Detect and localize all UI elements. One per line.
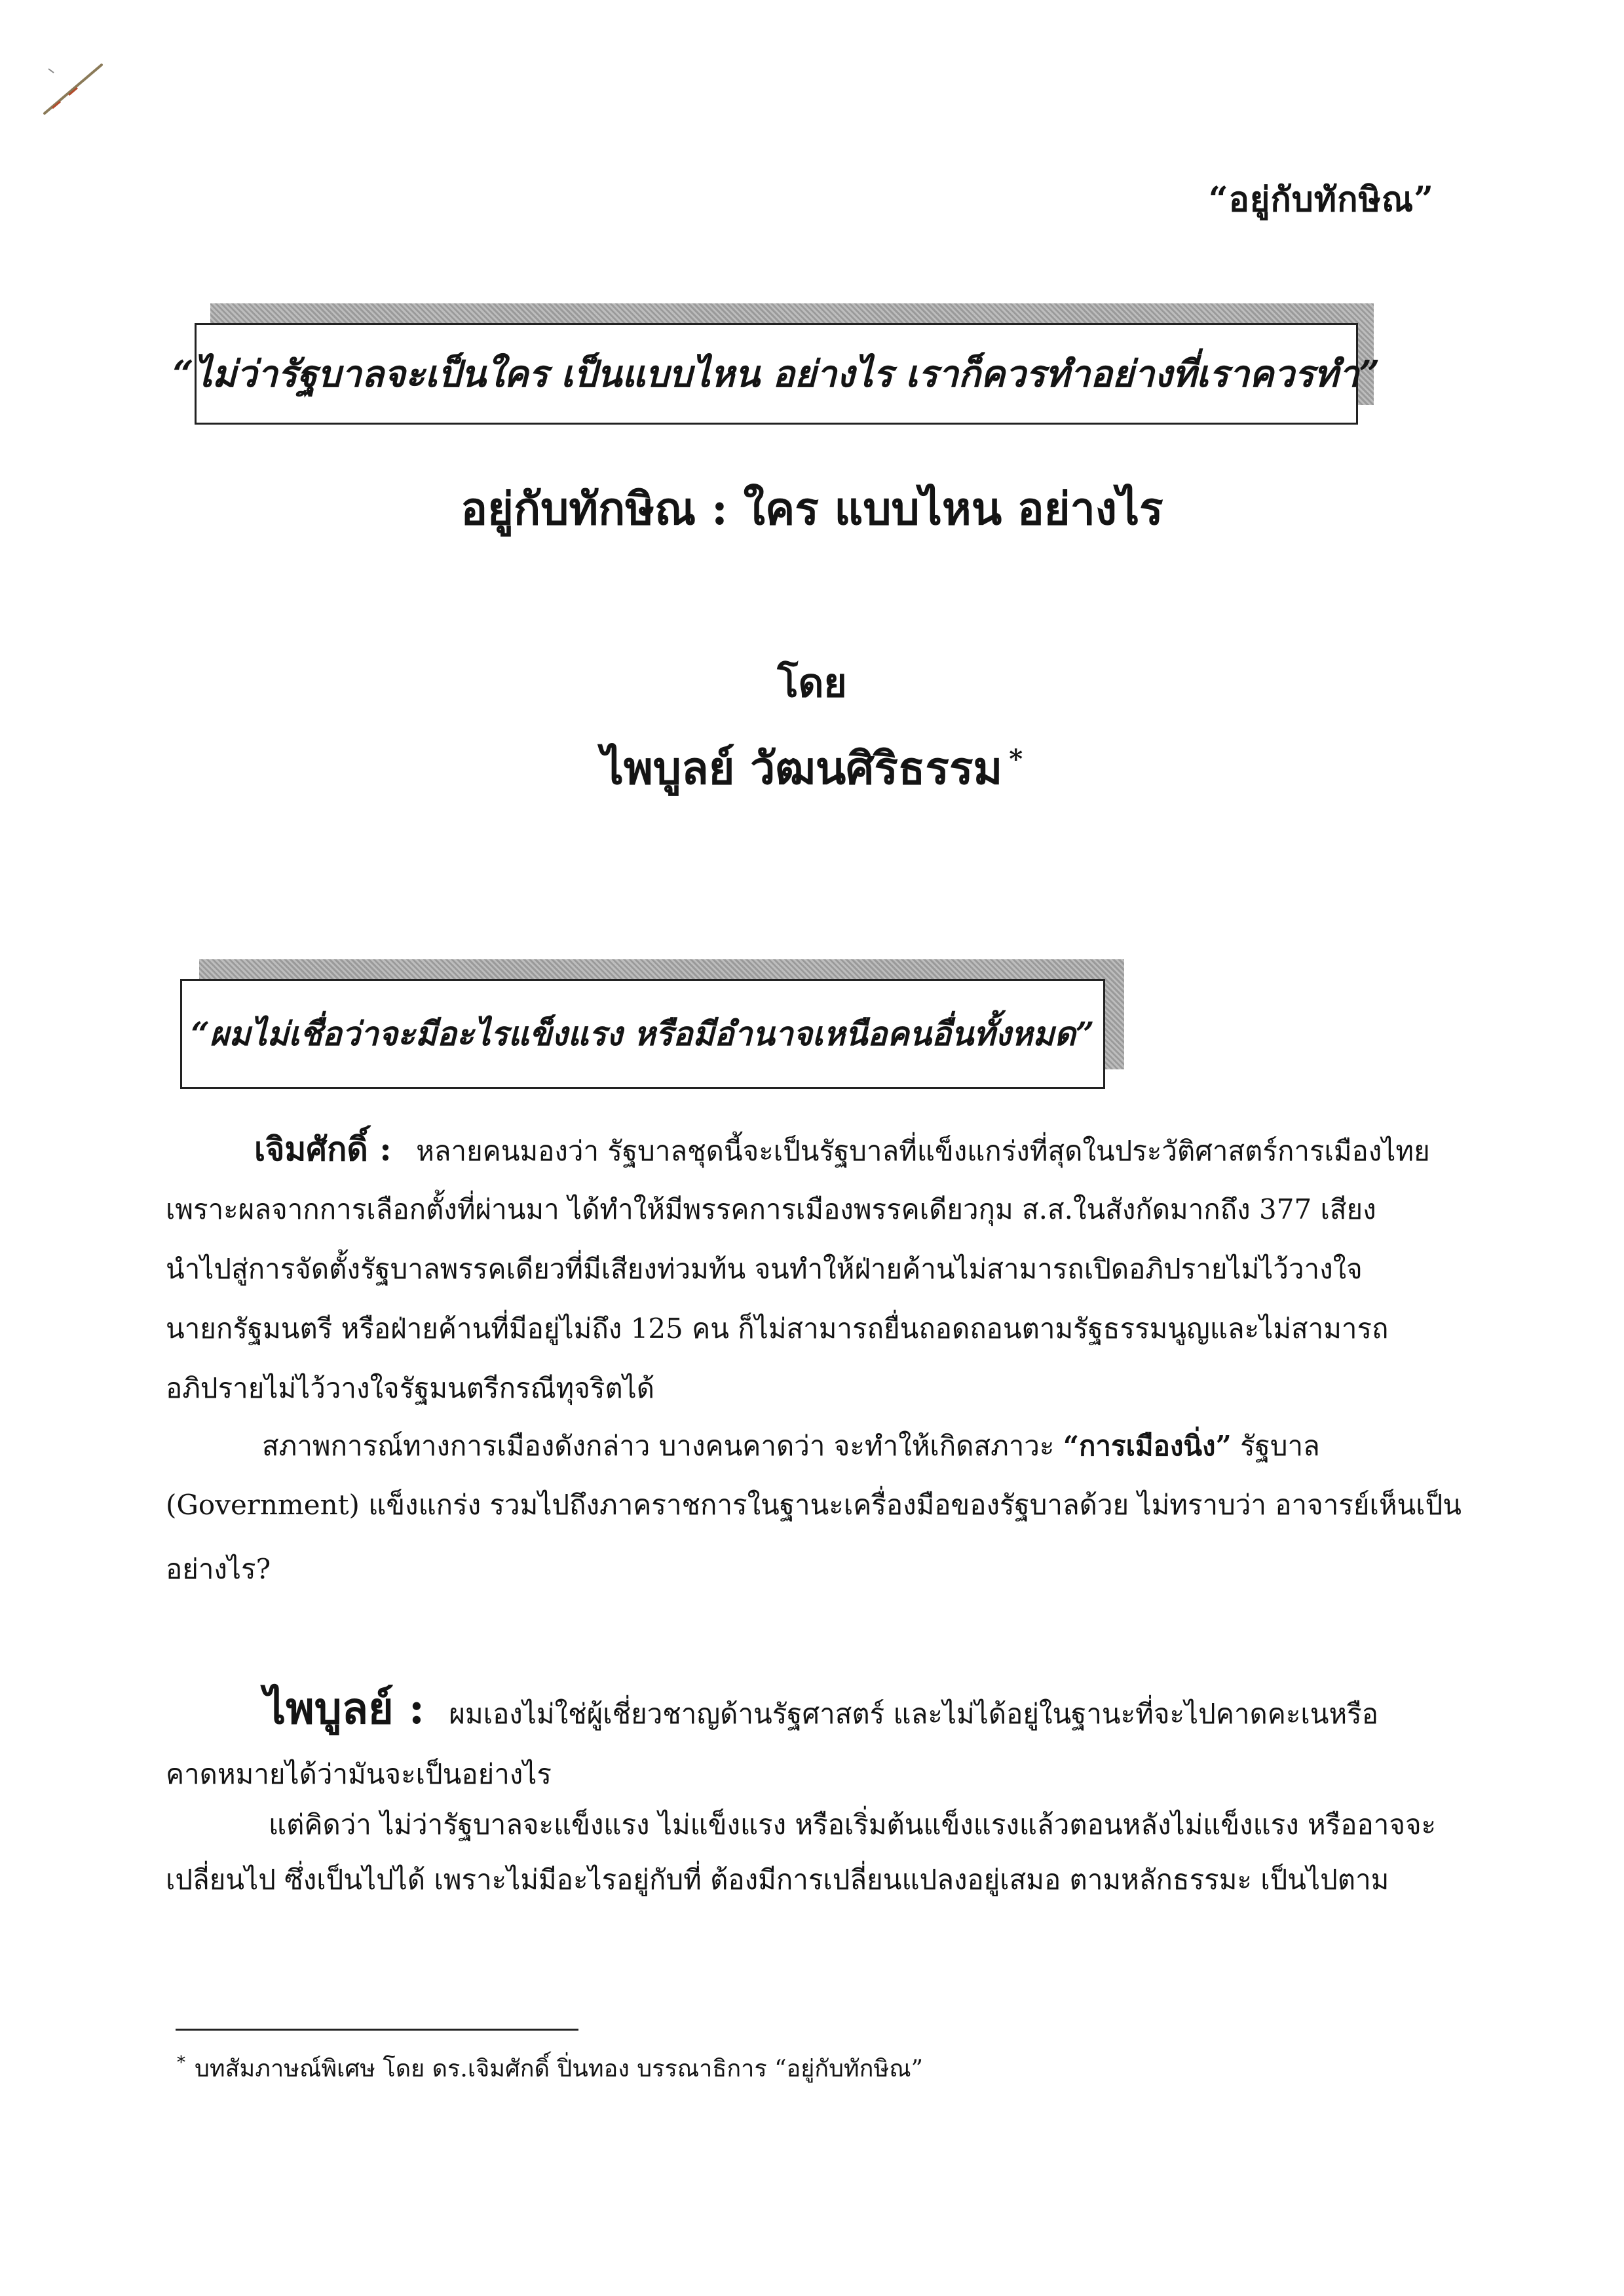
quote-box-2	[180, 979, 1105, 1089]
author-text: ไพบูลย์ วัฒนศิริธรรม	[601, 742, 1003, 795]
footnote-mark: *	[177, 2053, 185, 2073]
quote-box-1	[172, 323, 1380, 425]
footnote	[177, 2050, 923, 2087]
paragraph-text: หลายคนมองว่า รัฐบาลชุดนี้จะเป็นรัฐบาลที่แข็งแกร่งที่สุดในประวัติศาสตร์การเมืองไทย	[416, 1135, 1430, 1167]
paragraph-line: คาดหมายได้ว่ามันจะเป็นอย่างไร	[166, 1758, 552, 1790]
speaker-label: ไพบูลย์ :	[264, 1683, 425, 1734]
footnote-rule	[176, 2029, 578, 2031]
paragraph-line: เพราะผลจากการเลือกตั้งที่ผ่านมา ได้ทำให้มีพรรคการเมืองพรรคเดียวกุม ส.ส.ในสังกัดมากถึง 377 เสียง	[166, 1193, 1376, 1225]
paragraph-text: สภาพการณ์ทางการเมืองดังกล่าว บางคนคาดว่า จะทำให้เกิดสภาวะ	[262, 1430, 1063, 1462]
emphasis-text: “การเมืองนิ่ง”	[1063, 1430, 1232, 1462]
paragraph-line	[264, 1674, 1378, 1743]
paragraph-text: ผมเองไม่ใช่ผู้เชี่ยวชาญด้านรัฐศาสตร์ และไม่ได้อยู่ในฐานะที่จะไปคาดคะเนหรือ	[449, 1698, 1378, 1730]
footnote-text: บทสัมภาษณ์พิเศษ โดย ดร.เจิมศักดิ์ ปิ่นทอง บรรณาธิการ “อยู่กับทักษิณ”	[195, 2056, 923, 2082]
author-name	[0, 733, 1624, 803]
paragraph-text: รัฐบาล	[1231, 1430, 1320, 1462]
paragraph-line	[254, 1124, 1430, 1176]
paragraph-line: อภิปรายไม่ไว้วางใจรัฐมนตรีกรณีทุจริตได้	[166, 1372, 655, 1404]
paragraph-line: นำไปสู่การจัดตั้งรัฐบาลพรรคเดียวที่มีเสียงท่วมท้น จนทำให้ฝ่ายค้านไม่สามารถเปิดอภิปรายไม่ไว้วางใจ	[166, 1253, 1363, 1285]
author-footnote-mark: *	[1009, 744, 1023, 775]
paragraph-line: นายกรัฐมนตรี หรือฝ่ายค้านที่มีอยู่ไม่ถึง 125 คน ก็ไม่สามารถยื่นถอดถอนตามรัฐธรรมนูญและไม่สามารถ	[166, 1312, 1389, 1345]
paragraph-line	[262, 1425, 1320, 1468]
paragraph-line: (Government) แข็งแกร่ง รวมไปถึงภาคราชการในฐานะเครื่องมือของรัฐบาลด้วย ไม่ทราบว่า อาจารย์เห็นเป็น	[166, 1489, 1462, 1521]
paragraph-line: เปลี่ยนไป ซึ่งเป็นไปได้ เพราะไม่มีอะไรอยู่กับที่ ต้องมีการเปลี่ยนแปลงอยู่เสมอ ตามหลักธรรมะ เป็นไปตาม	[166, 1864, 1389, 1896]
quote-box-1-text: “ไม่ว่ารัฐบาลจะเป็นใคร เป็นแบบไหน อย่างไร เราก็ควรทำอย่างที่เราควรทำ”	[195, 323, 1358, 425]
paragraph-line: อย่างไร?	[166, 1553, 271, 1585]
running-head: “อยู่กับทักษิณ”	[1208, 180, 1434, 220]
by-label: โดย	[777, 660, 847, 706]
pencil-mark	[39, 56, 111, 121]
speaker-label: เจิมศักดิ์ :	[254, 1130, 392, 1168]
page-title: อยู่กับทักษิณ : ใคร แบบไหน อย่างไร	[461, 483, 1163, 535]
paragraph-line: แต่คิดว่า ไม่ว่ารัฐบาลจะแข็งแรง ไม่แข็งแรง หรือเริ่มต้นแข็งแรงแล้วตอนหลังไม่แข็งแรง หรืออาจจะ	[269, 1808, 1437, 1841]
quote-box-2-text: “ผมไม่เชื่อว่าจะมีอะไรแข็งแรง หรือมีอำนาจเหนือคนอื่นทั้งหมด”	[180, 979, 1105, 1089]
